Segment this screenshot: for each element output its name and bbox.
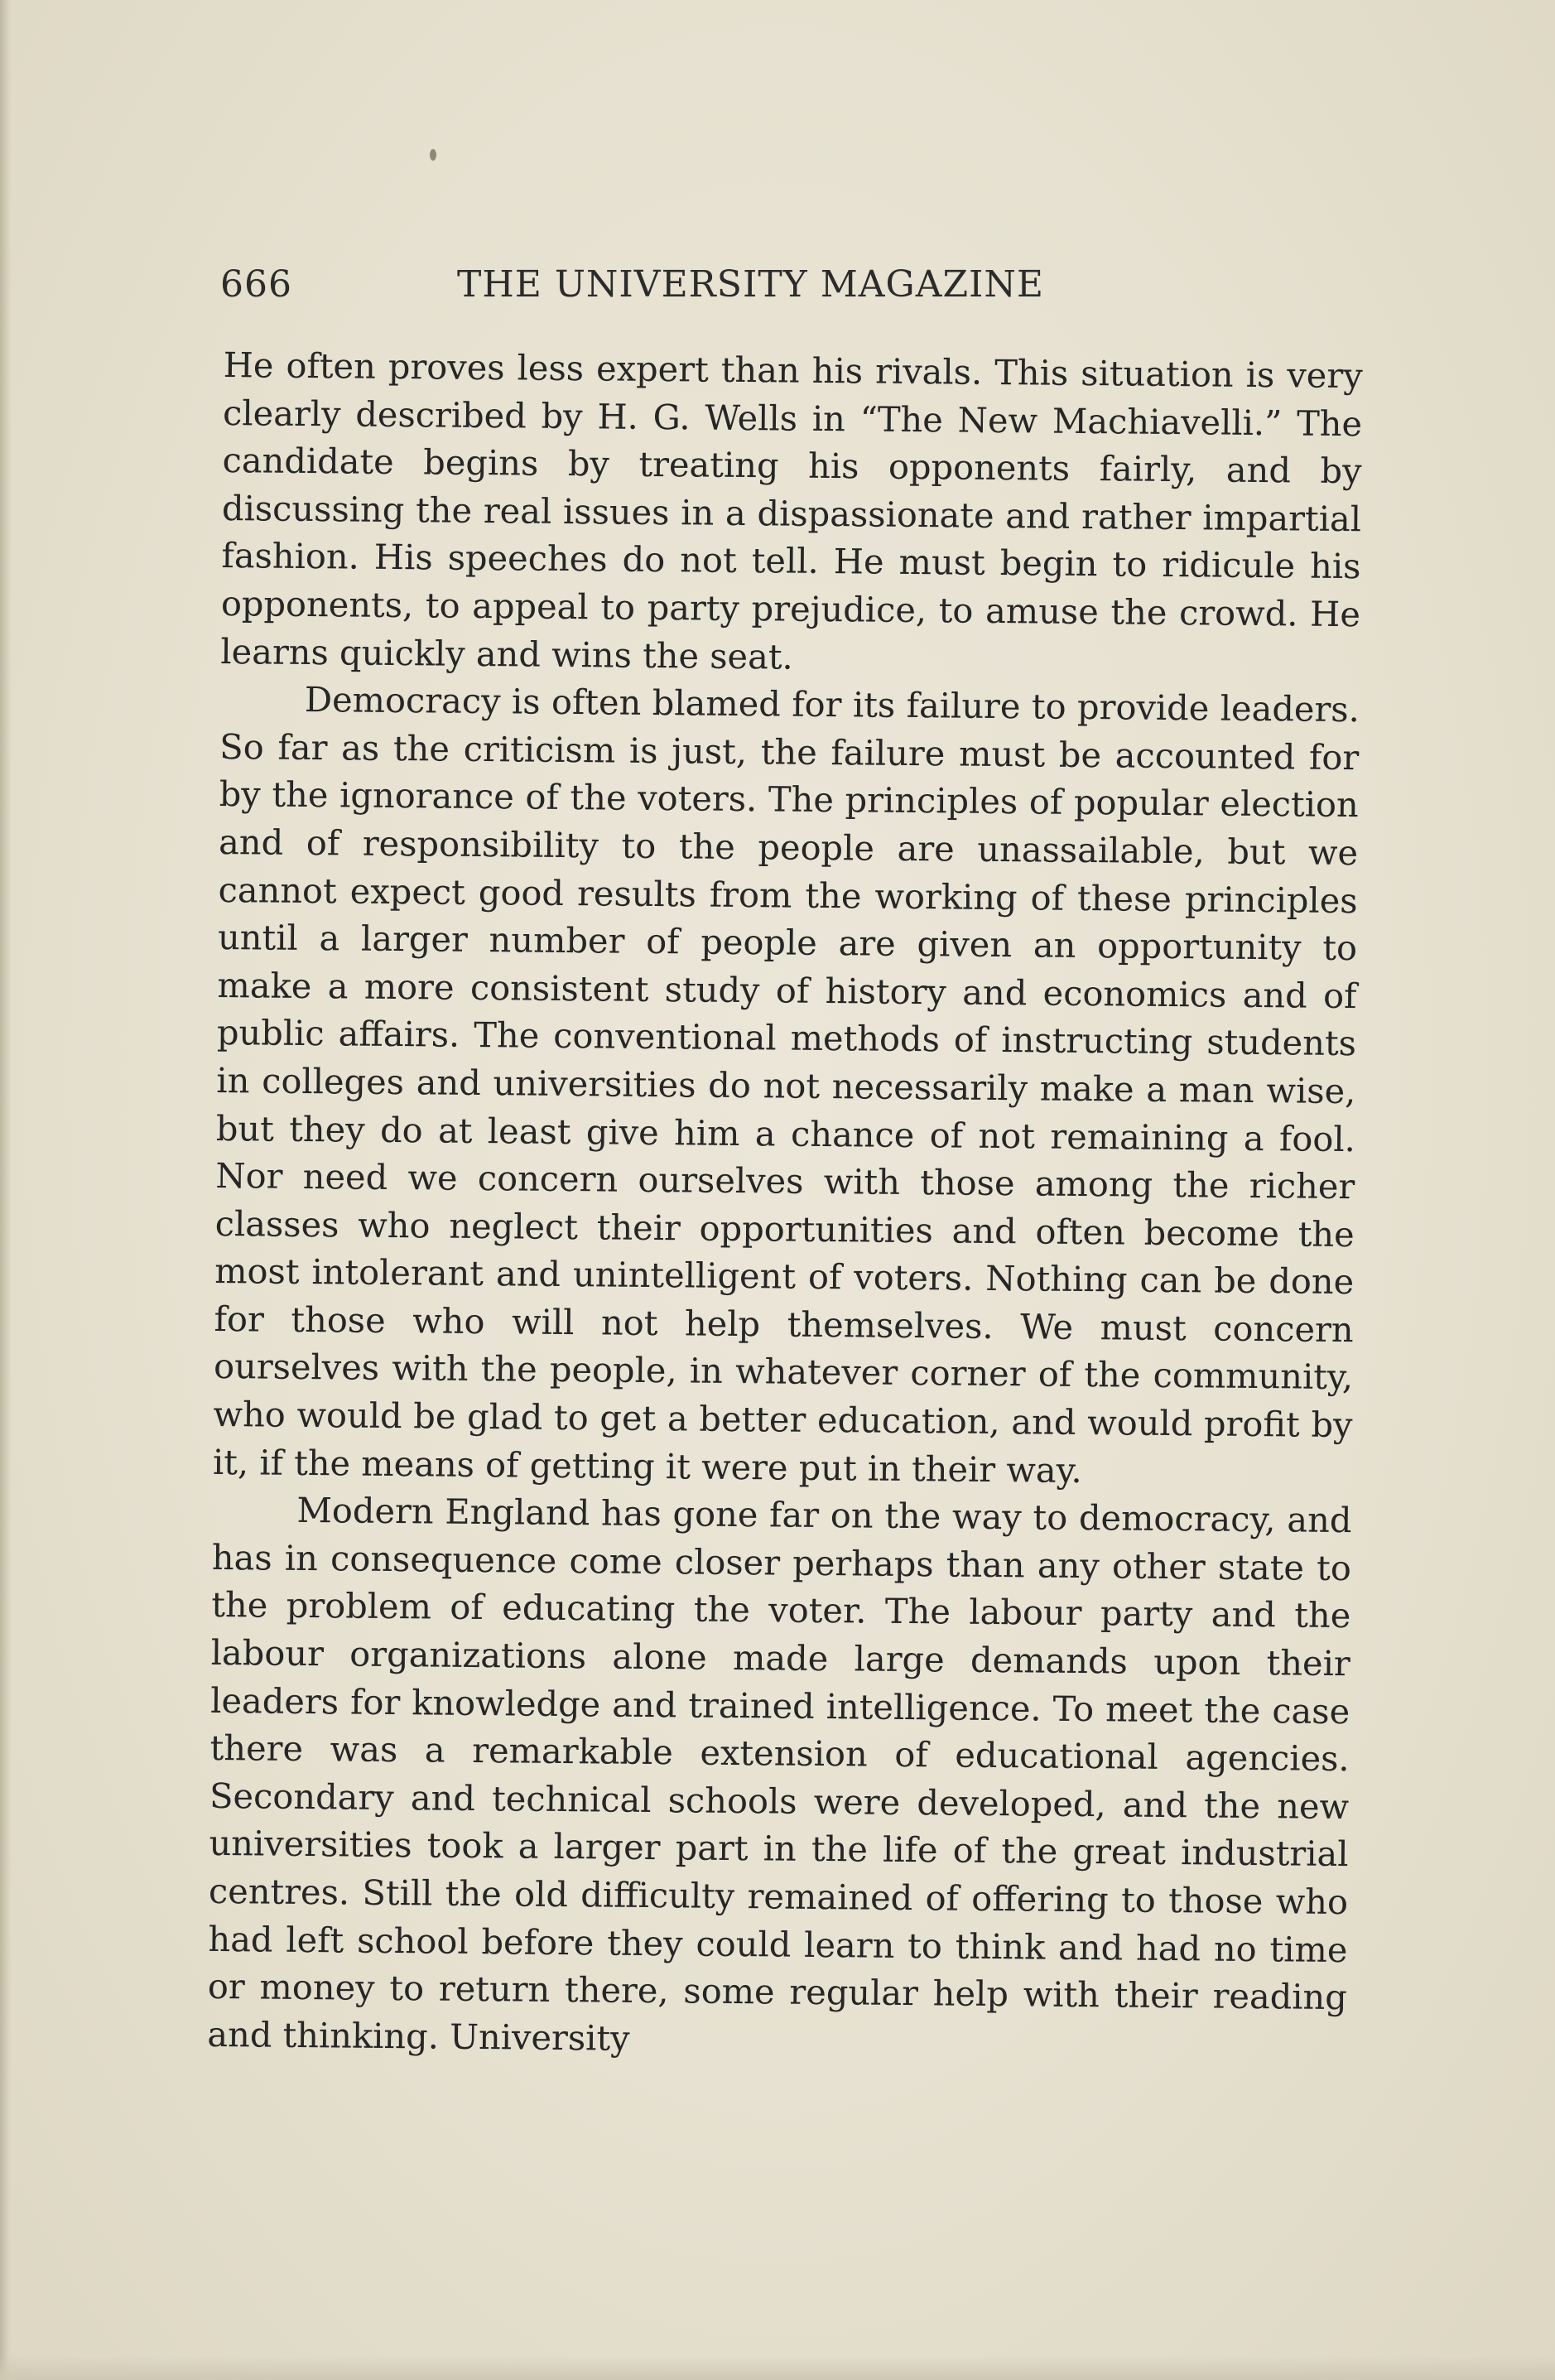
paragraph-3: Modern England has gone far on the way to democracy, and has in consequence come closer perhaps than any other state to the problem of educating the voter. The labour party and the labour organizations alone made large demands upon their leaders for knowledge and trained intelligence. To meet the case there was a remarkable extension of educational agencies. Secondary and technical schools were developed, and the new universities took a larger part in the life of the great industrial centres. Still the old difficulty remained of offering to those who had left school before they could learn to think and had no time or money to return there, some regular help with their reading and thinking. University: [207, 1490, 1352, 2059]
ink-smudge: [430, 149, 436, 161]
running-head: [220, 263, 1114, 310]
paragraph-1: He often proves less expert than his rivals. This situation is very clearly described by H. G. Wells in “The New Machiavelli.” The candidate begins by treating his opponents fairly, and by discussing the real issues in a dispassionate and rather impartial fashion. His speeches do not tell. He must begin to ridicule his opponents, to appeal to party prejudice, to amuse the crowd. He learns quickly and wins the seat.: [220, 344, 1363, 677]
page-number: 666: [220, 263, 292, 306]
page-bottom-edge: [0, 2355, 1555, 2380]
magazine-title: THE UNIVERSITY MAGAZINE: [457, 263, 1045, 306]
paragraph-2: Democracy is often blamed for its failure to provide leaders. So far as the criticism is just, the failure must be accounted for by the ignorance of the voters. The principles of popular election and of responsibility to the people are unassailable, but we cannot expect good results from the working of these principles until a larger number of people are given an opportunity to make a more consistent study of history and economics and of public affairs. The conventional methods of instructing students in colleges and universities do not necessarily make a man wise, but they do at least give him a chance of not remaining a fool. Nor need we concern ourselves with those among the richer classes who neglect their opportunities and often become the most intolerant and unintelligent of voters. Nothing can be done for those who will not help themselves. We must concern ourselves with the people, in whatever corner of the community, who would be glad to get a better education, and would profit by it, if the means of getting it were put in their way.: [212, 679, 1360, 1491]
body-text: [207, 341, 1363, 2069]
page-binding-edge: [0, 0, 12, 2380]
